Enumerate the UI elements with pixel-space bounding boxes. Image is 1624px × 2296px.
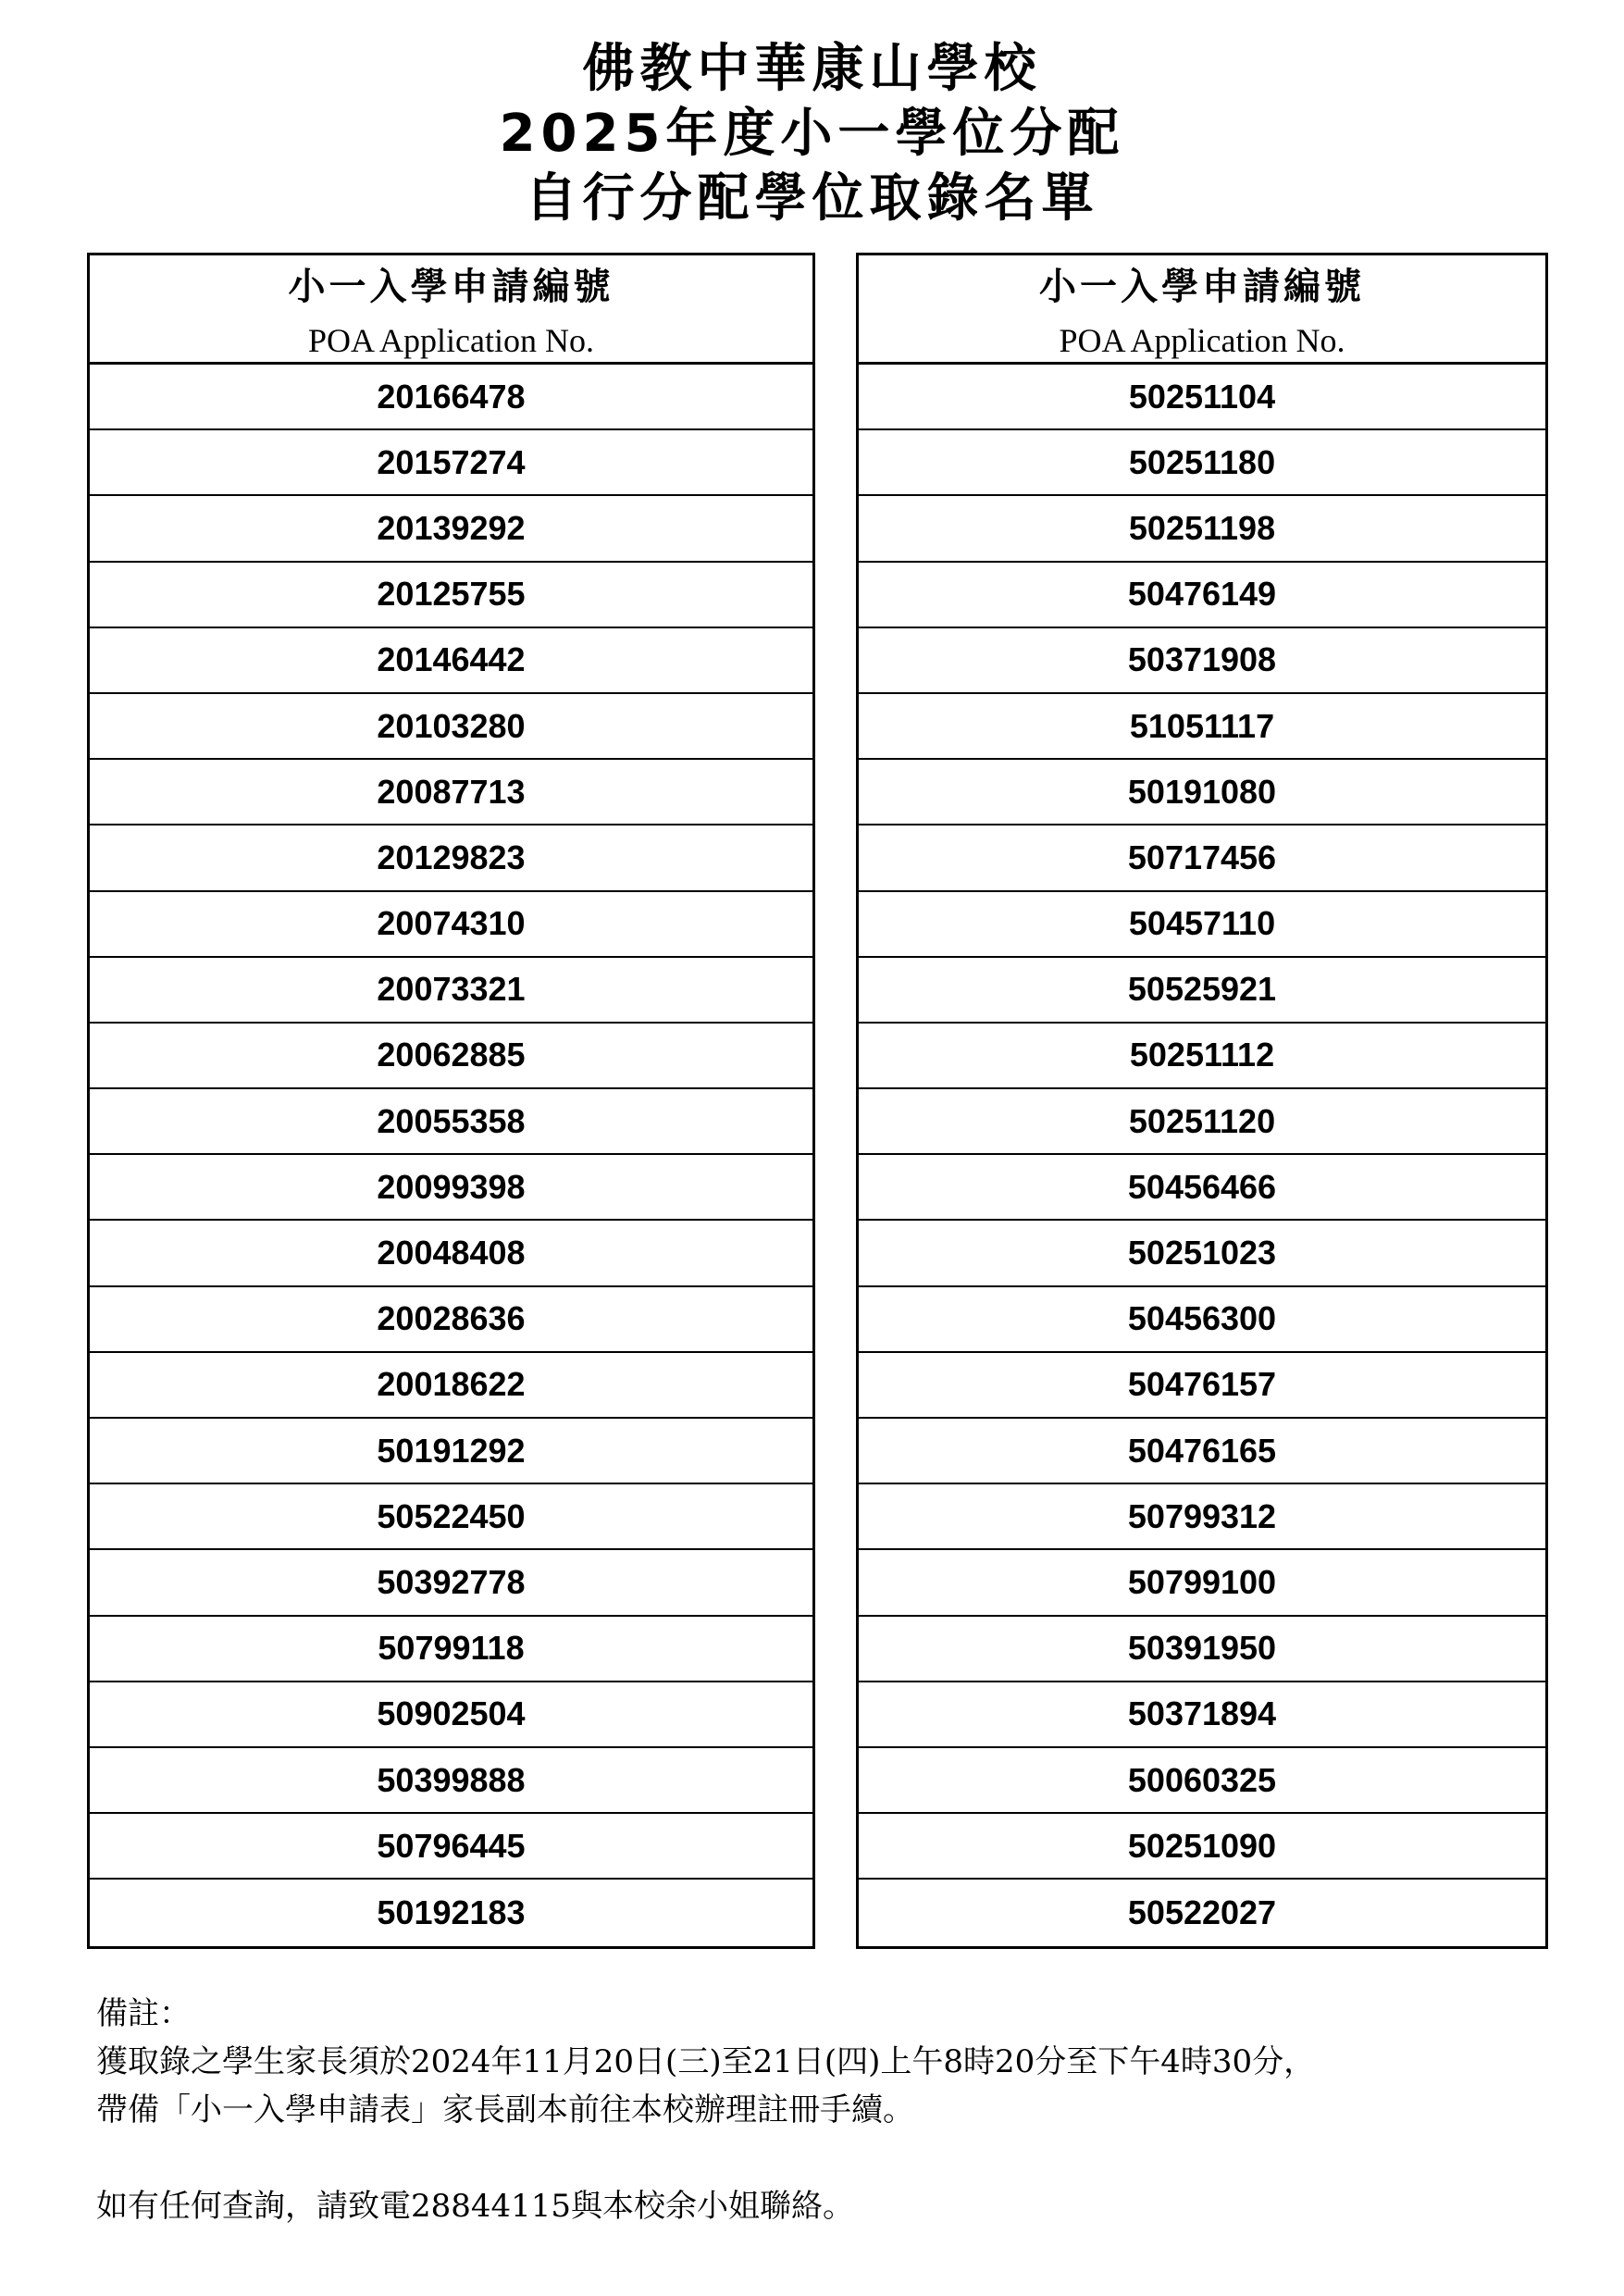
table-row: 20048408	[90, 1221, 812, 1286]
table-row: 20099398	[90, 1155, 812, 1221]
table-row: 50522450	[90, 1484, 812, 1550]
table-row: 20055358	[90, 1089, 812, 1155]
application-table-right	[856, 253, 1548, 1949]
table-row: 50192183	[377, 1893, 526, 1931]
table-row: 50191292	[90, 1419, 812, 1484]
spacer	[96, 2134, 1540, 2182]
table-row: 50371908	[859, 628, 1545, 694]
header-english: POA Application No.	[1059, 322, 1345, 359]
table-row: 20028636	[90, 1287, 812, 1353]
table-row: 50060325	[859, 1748, 1545, 1814]
document-title	[0, 37, 1624, 231]
header-english: POA Application No.	[307, 322, 594, 359]
table-row: 50456466	[859, 1155, 1545, 1221]
table-row: 50799100	[859, 1550, 1545, 1616]
table-row: 20074310	[90, 892, 812, 958]
remarks-enquiry: 如有任何查詢，請致電28844115與本校余小姐聯絡。	[96, 2188, 855, 2225]
table-row: 50251023	[859, 1221, 1545, 1286]
table-row: 50799118	[90, 1617, 812, 1682]
table-row: 20157274	[90, 430, 812, 496]
table-row: 50391950	[859, 1617, 1545, 1682]
table-row: 50251112	[859, 1024, 1545, 1089]
table-row: 20087713	[90, 760, 812, 825]
allocation-title: 2025年度小一學位分配	[499, 104, 1125, 164]
table-row: 50392778	[90, 1550, 812, 1616]
table-row: 50476149	[859, 563, 1545, 628]
table-row: 50456300	[859, 1287, 1545, 1353]
list-title: 自行分配學位取錄名單	[525, 168, 1099, 229]
header-chinese: 小一入學申請編號	[1039, 266, 1365, 308]
table-row: 20146442	[90, 628, 812, 694]
table-row: 50251090	[859, 1814, 1545, 1880]
remarks	[96, 1990, 1540, 2230]
table-row: 50522027	[1127, 1893, 1277, 1931]
table-header	[90, 255, 812, 365]
remarks-registration-time: 獲取錄之學生家長須於2024年11月20日(三)至21日(四)上午8時20分至下午4時30分，	[96, 2043, 1316, 2080]
table-row: 50251198	[859, 496, 1545, 562]
table-row: 50902504	[90, 1682, 812, 1748]
table-row: 20125755	[90, 563, 812, 628]
remarks-registration-documents: 帶備「小一入學申請表」家長副本前往本校辦理註冊手續。	[96, 2091, 914, 2128]
table-body-right	[859, 365, 1545, 1946]
school-name: 佛教中華康山學校	[582, 39, 1042, 99]
table-body-left	[90, 365, 812, 1946]
table-row: 50371894	[859, 1682, 1545, 1748]
table-row: 50251104	[859, 365, 1545, 430]
table-row: 50251180	[859, 430, 1545, 496]
table-row: 50457110	[859, 892, 1545, 958]
table-row: 20139292	[90, 496, 812, 562]
table-row: 50251120	[859, 1089, 1545, 1155]
table-row: 50476157	[859, 1353, 1545, 1419]
table-header	[859, 255, 1545, 365]
application-table-left	[87, 253, 815, 1949]
remarks-heading: 備註：	[96, 1995, 191, 2032]
table-row: 20018622	[90, 1353, 812, 1419]
table-row: 50399888	[90, 1748, 812, 1814]
table-row: 50717456	[859, 825, 1545, 891]
table-row: 50525921	[859, 958, 1545, 1024]
table-row: 20129823	[90, 825, 812, 891]
table-row: 51051117	[859, 694, 1545, 760]
table-row: 50191080	[859, 760, 1545, 825]
table-row: 20103280	[90, 694, 812, 760]
table-row: 50796445	[90, 1814, 812, 1880]
table-row: 20062885	[90, 1024, 812, 1089]
table-row: 50799312	[859, 1484, 1545, 1550]
table-row: 20166478	[90, 365, 812, 430]
table-row: 50476165	[859, 1419, 1545, 1484]
table-row: 20073321	[90, 958, 812, 1024]
header-chinese: 小一入學申請編號	[288, 266, 614, 308]
